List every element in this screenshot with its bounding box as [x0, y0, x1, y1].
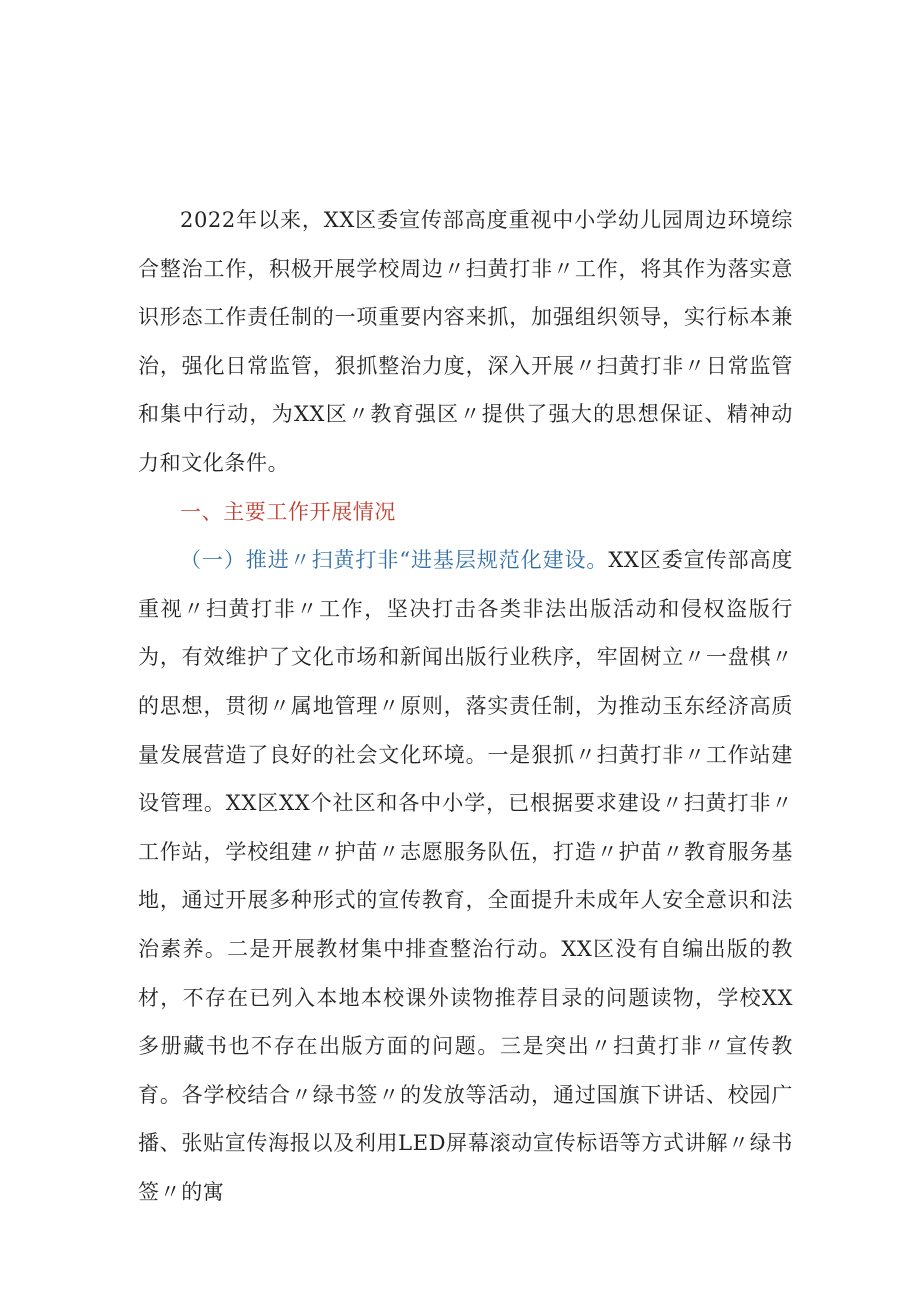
document-body: [138, 196, 793, 1216]
subsection-body: XX区委宣传部高度重视〃扫黄打非〃工作，坚决打击各类非法出版活动和侵权盗版行为，有效维护了文化市场和新闻出版行业秩序，牢固树立〃一盘棋〃的思想，贯彻〃属地管理〃原则，落实责任制，为推动玉东经济高质量发展营造了良好的社会文化环境。一是狠抓〃扫黄打非〃工作站建设管理。XX区XX个社区和各中小学，已根据要求建设〃扫黄打非〃工作站，学校组建〃护苗〃志愿服务队伍，打造〃护苗〃教育服务基地，通过开展多种形式的宣传教育，全面提升未成年人安全意识和法治素养。二是开展教材集中排查整治行动。XX区没有自编出版的教材，不存在已列入本地本校课外读物推荐目录的问题读物，学校XX多册藏书也不存在出版方面的问题。三是突出〃扫黄打非〃宣传教育。各学校结合〃绿书签〃的发放等活动，通过国旗下讲话、校园广播、张贴宣传海报以及利用LED屏幕滚动宣传标语等方式讲解〃绿书签〃的寓: [138, 548, 793, 1204]
subsection-paragraph: [138, 536, 793, 1216]
section-heading: 一、主要工作开展情况: [180, 499, 396, 524]
subsection-heading: （一）推进〃扫黄打非“进基层规范化建设。: [180, 548, 609, 573]
section-heading-wrapper: [138, 488, 793, 537]
intro-paragraph: 2022年以来，XX区委宣传部高度重视中小学幼儿园周边环境综合整治工作，积极开展学校周边〃扫黄打非〃工作，将其作为落实意识形态工作责任制的一项重要内容来抓，加强组织领导，实行标本兼治，强化日常监管，狠抓整治力度，深入开展〃扫黄打非〃日常监管和集中行动，为XX区〃教育强区〃提供了强大的思想保证、精神动力和文化条件。: [138, 208, 793, 475]
